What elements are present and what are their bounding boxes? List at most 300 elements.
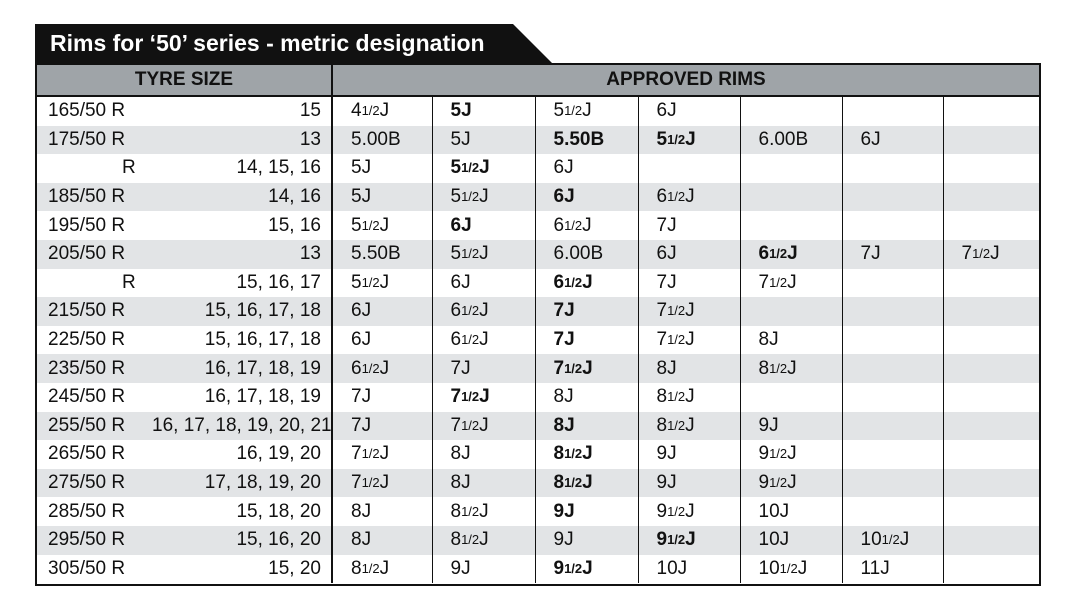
tyre-size-label: 295/50 R bbox=[48, 529, 126, 551]
tyre-size-cell bbox=[37, 240, 152, 269]
rim-suffix: J bbox=[379, 214, 390, 236]
tyre-size-label: 265/50 R bbox=[48, 443, 126, 465]
rim-cell bbox=[842, 354, 943, 383]
rim-value: 6 bbox=[450, 300, 462, 322]
rim-value: 6 bbox=[656, 186, 668, 208]
rim-value: 10J bbox=[656, 557, 688, 579]
rim-diameters-cell: 16, 19, 20 bbox=[152, 440, 332, 469]
rim-value: 7 bbox=[351, 443, 362, 465]
tyre-size-label: 195/50 R bbox=[48, 214, 126, 236]
rim-cell bbox=[332, 354, 432, 383]
rim-suffix: J bbox=[379, 443, 390, 465]
rim-fraction: 1/2 bbox=[769, 274, 788, 290]
rim-fraction: 1/2 bbox=[769, 475, 788, 491]
rim-suffix: J bbox=[582, 443, 593, 465]
rim-fraction: 1/2 bbox=[667, 332, 686, 348]
rim-cell bbox=[332, 383, 432, 412]
rim-value: 7J bbox=[351, 386, 372, 408]
rim-cell bbox=[535, 269, 638, 298]
rim-value: 7J bbox=[351, 414, 372, 436]
rim-value: 6J bbox=[656, 100, 677, 122]
rim-value: 9J bbox=[553, 529, 574, 551]
rim-cell bbox=[943, 412, 1039, 441]
rim-cell bbox=[638, 354, 740, 383]
rim-suffix: J bbox=[379, 557, 390, 579]
rim-cell bbox=[332, 269, 432, 298]
rim-cell bbox=[535, 354, 638, 383]
rim-value: 5J bbox=[450, 100, 472, 122]
rim-suffix: J bbox=[479, 329, 489, 351]
table-body bbox=[37, 96, 1039, 583]
rim-value: 10J bbox=[758, 500, 790, 522]
rim-fraction: 1/2 bbox=[361, 217, 380, 233]
rim-cell bbox=[943, 526, 1039, 555]
rim-cell bbox=[943, 96, 1039, 126]
rim-fraction: 1/2 bbox=[461, 417, 480, 433]
rim-cell bbox=[432, 469, 535, 498]
rim-cell bbox=[842, 383, 943, 412]
rim-cell bbox=[638, 269, 740, 298]
rim-cell bbox=[432, 297, 535, 326]
rim-value: 7 bbox=[351, 472, 362, 494]
rim-cell bbox=[842, 183, 943, 212]
tyre-size-cell bbox=[37, 412, 152, 441]
rim-cell bbox=[740, 326, 842, 355]
rim-cell bbox=[842, 211, 943, 240]
rim-value: 8J bbox=[450, 472, 471, 494]
rim-fraction: 1/2 bbox=[564, 475, 583, 491]
tyre-size-cell bbox=[37, 526, 152, 555]
rim-cell bbox=[842, 497, 943, 526]
rim-cell bbox=[943, 183, 1039, 212]
rim-cell bbox=[638, 526, 740, 555]
rim-fraction: 1/2 bbox=[564, 103, 583, 119]
rim-fraction: 1/2 bbox=[564, 560, 583, 576]
rim-cell bbox=[740, 497, 842, 526]
rim-value: 8 bbox=[656, 414, 668, 436]
rim-fraction: 1/2 bbox=[769, 246, 788, 262]
rim-value: 9J bbox=[450, 557, 471, 579]
table-row bbox=[37, 469, 1039, 498]
rim-diameters-cell: 15, 20 bbox=[152, 555, 332, 584]
rim-value: 5.50B bbox=[351, 243, 401, 265]
rim-value: 7 bbox=[656, 300, 668, 322]
rim-cell bbox=[740, 469, 842, 498]
tyre-size-label: 255/50 R bbox=[48, 414, 126, 436]
tyre-size-label: 305/50 R bbox=[48, 557, 126, 579]
rim-value: 8 bbox=[553, 443, 565, 465]
rim-cell bbox=[535, 326, 638, 355]
tyre-size-cell bbox=[37, 211, 152, 240]
rim-cell bbox=[638, 126, 740, 155]
tyre-size-label: R bbox=[122, 157, 136, 179]
rim-cell bbox=[842, 240, 943, 269]
rim-cell bbox=[638, 240, 740, 269]
rim-value: 6J bbox=[553, 157, 574, 179]
table-row bbox=[37, 383, 1039, 412]
rim-diameters-cell: 15, 16, 17, 18 bbox=[152, 297, 332, 326]
rim-suffix: J bbox=[685, 500, 695, 522]
rim-fraction: 1/2 bbox=[769, 446, 788, 462]
rim-value: 6 bbox=[553, 214, 565, 236]
rim-suffix: J bbox=[685, 300, 695, 322]
table-header-row bbox=[37, 65, 1039, 96]
rim-cell bbox=[535, 96, 638, 126]
rim-cell bbox=[332, 526, 432, 555]
rim-fraction: 1/2 bbox=[361, 560, 380, 576]
tyre-size-label: 225/50 R bbox=[48, 329, 126, 351]
tyre-size-label: 175/50 R bbox=[48, 128, 126, 150]
rim-diameters-cell: 13 bbox=[152, 126, 332, 155]
rim-fraction: 1/2 bbox=[461, 332, 480, 348]
tyre-size-cell bbox=[37, 469, 152, 498]
rim-cell bbox=[943, 269, 1039, 298]
rim-suffix: J bbox=[479, 500, 489, 522]
rim-value: 5 bbox=[553, 100, 565, 122]
rim-cell bbox=[535, 383, 638, 412]
rim-cell bbox=[638, 412, 740, 441]
rim-diameters-cell: 16, 17, 18, 19, 20, 21 bbox=[152, 412, 332, 441]
rim-suffix: J bbox=[685, 329, 695, 351]
table-row bbox=[37, 326, 1039, 355]
tyre-size-cell bbox=[37, 354, 152, 383]
rim-value: 10 bbox=[758, 557, 780, 579]
rim-diameters-cell: 15, 18, 20 bbox=[152, 497, 332, 526]
rim-cell bbox=[638, 211, 740, 240]
tyre-size-cell bbox=[37, 497, 152, 526]
rim-suffix: J bbox=[899, 529, 910, 551]
rim-cell bbox=[740, 297, 842, 326]
rim-value: 6 bbox=[758, 243, 770, 265]
rim-value: 6J bbox=[656, 243, 677, 265]
rim-cell bbox=[842, 440, 943, 469]
rim-cell bbox=[432, 354, 535, 383]
rim-fraction: 1/2 bbox=[667, 389, 686, 405]
rim-suffix: J bbox=[685, 386, 695, 408]
rim-cell bbox=[535, 555, 638, 584]
rim-value: 9 bbox=[758, 443, 770, 465]
tyre-size-cell bbox=[37, 269, 152, 298]
rim-suffix: J bbox=[685, 186, 695, 208]
rim-cell bbox=[535, 526, 638, 555]
table-row bbox=[37, 154, 1039, 183]
rim-suffix: J bbox=[787, 243, 798, 265]
tyre-size-cell bbox=[37, 555, 152, 584]
rim-value: 7J bbox=[553, 300, 575, 322]
rim-cell bbox=[432, 440, 535, 469]
tyre-size-cell bbox=[37, 183, 152, 212]
rim-value: 8J bbox=[351, 500, 372, 522]
rim-suffix: J bbox=[479, 386, 490, 408]
rim-value: 8J bbox=[553, 414, 575, 436]
page-title: Rims for ‘50’ series - metric designation bbox=[50, 30, 485, 56]
rim-value: 6.00B bbox=[553, 243, 604, 265]
rim-suffix: J bbox=[685, 128, 696, 150]
rim-cell bbox=[432, 211, 535, 240]
rim-fraction: 1/2 bbox=[779, 560, 798, 576]
table-row bbox=[37, 183, 1039, 212]
rim-cell bbox=[740, 96, 842, 126]
rim-cell bbox=[943, 326, 1039, 355]
rim-diameters-cell: 15, 16, 17 bbox=[152, 269, 332, 298]
rim-cell bbox=[332, 555, 432, 584]
rim-value: 8J bbox=[656, 357, 677, 379]
rim-cell bbox=[332, 469, 432, 498]
rim-suffix: J bbox=[787, 271, 797, 293]
rim-value: 9 bbox=[656, 529, 668, 551]
rim-cell bbox=[740, 183, 842, 212]
rim-cell bbox=[332, 497, 432, 526]
rim-suffix: J bbox=[379, 271, 390, 293]
rim-cell bbox=[943, 154, 1039, 183]
rim-fraction: 1/2 bbox=[564, 274, 583, 290]
rim-cell bbox=[535, 240, 638, 269]
rim-suffix: J bbox=[379, 357, 390, 379]
rim-fraction: 1/2 bbox=[972, 246, 991, 262]
rim-cell bbox=[943, 469, 1039, 498]
rim-cell bbox=[842, 126, 943, 155]
table-row bbox=[37, 555, 1039, 584]
rim-suffix: J bbox=[479, 414, 489, 436]
rim-fraction: 1/2 bbox=[564, 360, 583, 376]
rim-cell bbox=[638, 326, 740, 355]
rim-value: 8J bbox=[450, 443, 471, 465]
rim-suffix: J bbox=[685, 529, 696, 551]
rim-value: 8 bbox=[450, 500, 462, 522]
rim-fraction: 1/2 bbox=[667, 131, 686, 147]
rim-cell bbox=[740, 526, 842, 555]
rim-value: 9J bbox=[656, 443, 677, 465]
table-row bbox=[37, 240, 1039, 269]
rim-suffix: J bbox=[582, 271, 593, 293]
rim-cell bbox=[332, 183, 432, 212]
rim-cell bbox=[432, 154, 535, 183]
rim-value: 9 bbox=[656, 500, 668, 522]
rim-fraction: 1/2 bbox=[769, 360, 788, 376]
rim-value: 5 bbox=[450, 157, 462, 179]
rim-cell bbox=[535, 154, 638, 183]
rim-value: 5J bbox=[450, 128, 471, 150]
rim-value: 7J bbox=[450, 357, 471, 379]
rim-cell bbox=[740, 126, 842, 155]
rims-table bbox=[37, 65, 1039, 583]
rim-cell bbox=[842, 412, 943, 441]
rim-cell bbox=[535, 183, 638, 212]
rim-cell bbox=[535, 497, 638, 526]
rim-value: 6J bbox=[450, 271, 471, 293]
tyre-size-label: 245/50 R bbox=[48, 386, 126, 408]
rim-fraction: 1/2 bbox=[564, 217, 583, 233]
rim-cell bbox=[535, 126, 638, 155]
rim-fraction: 1/2 bbox=[667, 417, 686, 433]
table-row bbox=[37, 440, 1039, 469]
rim-suffix: J bbox=[479, 186, 489, 208]
rim-fraction: 1/2 bbox=[667, 189, 686, 205]
table-row bbox=[37, 297, 1039, 326]
table-row bbox=[37, 269, 1039, 298]
rim-cell bbox=[740, 383, 842, 412]
rim-diameters-cell: 16, 17, 18, 19 bbox=[152, 383, 332, 412]
rim-cell bbox=[535, 211, 638, 240]
rim-fraction: 1/2 bbox=[461, 189, 480, 205]
table-row bbox=[37, 412, 1039, 441]
rim-cell bbox=[943, 440, 1039, 469]
rim-cell bbox=[638, 383, 740, 412]
rim-suffix: J bbox=[479, 300, 489, 322]
rim-suffix: J bbox=[685, 414, 695, 436]
rim-value: 5J bbox=[351, 157, 372, 179]
rim-cell bbox=[535, 297, 638, 326]
rims-table-container bbox=[35, 63, 1041, 586]
rim-value: 11J bbox=[860, 557, 890, 579]
rim-suffix: J bbox=[379, 100, 390, 122]
rim-cell bbox=[842, 469, 943, 498]
rim-value: 8J bbox=[553, 386, 574, 408]
rim-fraction: 1/2 bbox=[461, 389, 480, 405]
rim-fraction: 1/2 bbox=[361, 103, 380, 119]
rim-cell bbox=[332, 126, 432, 155]
rim-value: 8 bbox=[351, 557, 362, 579]
rim-value: 6J bbox=[553, 186, 575, 208]
rim-cell bbox=[535, 469, 638, 498]
rim-cell bbox=[943, 555, 1039, 584]
rim-diameters-cell: 16, 17, 18, 19 bbox=[152, 354, 332, 383]
rim-suffix: J bbox=[787, 472, 797, 494]
rim-fraction: 1/2 bbox=[461, 160, 480, 176]
rim-cell bbox=[332, 211, 432, 240]
rim-cell bbox=[535, 440, 638, 469]
rim-cell bbox=[332, 96, 432, 126]
rim-fraction: 1/2 bbox=[361, 475, 380, 491]
rim-cell bbox=[332, 297, 432, 326]
rim-suffix: J bbox=[479, 157, 490, 179]
rim-value: 5.00B bbox=[351, 128, 401, 150]
rim-value: 7J bbox=[656, 214, 677, 236]
rim-cell bbox=[638, 469, 740, 498]
rim-value: 7 bbox=[450, 414, 462, 436]
table-row bbox=[37, 497, 1039, 526]
rim-value: 8J bbox=[758, 329, 779, 351]
rim-fraction: 1/2 bbox=[461, 503, 480, 519]
rim-diameters-cell: 14, 16 bbox=[152, 183, 332, 212]
rim-cell bbox=[842, 154, 943, 183]
rim-cell bbox=[740, 412, 842, 441]
rim-cell bbox=[842, 297, 943, 326]
rim-suffix: J bbox=[787, 357, 797, 379]
tyre-size-label: 215/50 R bbox=[48, 300, 126, 322]
rim-cell bbox=[943, 211, 1039, 240]
rim-fraction: 1/2 bbox=[881, 532, 900, 548]
rim-value: 6J bbox=[860, 128, 881, 150]
tyre-size-label: 185/50 R bbox=[48, 186, 126, 208]
rim-value: 5J bbox=[351, 186, 372, 208]
tyre-size-label: 275/50 R bbox=[48, 472, 126, 494]
rim-value: 8 bbox=[450, 529, 462, 551]
approved-rims-header: APPROVED RIMS bbox=[332, 65, 1039, 96]
rim-value: 5 bbox=[656, 128, 668, 150]
rim-value: 6J bbox=[450, 214, 472, 236]
rim-value: 8 bbox=[553, 472, 565, 494]
rim-value: 6.00B bbox=[758, 128, 809, 150]
rim-suffix: J bbox=[582, 100, 592, 122]
rim-value: 6J bbox=[351, 300, 372, 322]
tyre-size-cell bbox=[37, 154, 152, 183]
rim-cell bbox=[740, 269, 842, 298]
rim-cell bbox=[638, 555, 740, 584]
tyre-size-label: 235/50 R bbox=[48, 357, 126, 379]
rim-value: 9J bbox=[758, 414, 779, 436]
rim-value: 4 bbox=[351, 100, 362, 122]
rim-cell bbox=[943, 497, 1039, 526]
table-row bbox=[37, 354, 1039, 383]
rim-value: 9 bbox=[553, 557, 565, 579]
rim-fraction: 1/2 bbox=[667, 303, 686, 319]
tyre-size-cell bbox=[37, 96, 152, 126]
tyre-size-cell bbox=[37, 326, 152, 355]
rim-value: 9J bbox=[656, 472, 677, 494]
rim-cell bbox=[740, 211, 842, 240]
rim-value: 8 bbox=[758, 357, 770, 379]
rim-value: 9J bbox=[553, 500, 575, 522]
rim-value: 8 bbox=[656, 386, 668, 408]
rim-cell bbox=[943, 354, 1039, 383]
rim-fraction: 1/2 bbox=[461, 246, 480, 262]
rim-cell bbox=[842, 269, 943, 298]
rim-cell bbox=[332, 412, 432, 441]
rim-cell bbox=[332, 154, 432, 183]
title-tab bbox=[35, 24, 555, 64]
rim-cell bbox=[638, 497, 740, 526]
tyre-size-header: TYRE SIZE bbox=[37, 65, 332, 96]
rim-cell bbox=[842, 326, 943, 355]
rim-cell bbox=[638, 440, 740, 469]
rim-value: 7J bbox=[656, 271, 677, 293]
rim-fraction: 1/2 bbox=[667, 503, 686, 519]
rim-suffix: J bbox=[990, 243, 1000, 265]
tyre-size-cell bbox=[37, 440, 152, 469]
rim-diameters-cell: 17, 18, 19, 20 bbox=[152, 469, 332, 498]
rim-cell bbox=[740, 354, 842, 383]
tyre-size-label: 165/50 R bbox=[48, 100, 126, 122]
rim-cell bbox=[638, 96, 740, 126]
rim-cell bbox=[943, 240, 1039, 269]
rim-diameters-cell: 15, 16, 20 bbox=[152, 526, 332, 555]
rim-suffix: J bbox=[797, 557, 808, 579]
rim-value: 10 bbox=[860, 529, 882, 551]
rim-cell bbox=[432, 183, 535, 212]
rim-cell bbox=[332, 440, 432, 469]
rim-value: 7J bbox=[860, 243, 881, 265]
rim-cell bbox=[943, 383, 1039, 412]
rim-fraction: 1/2 bbox=[361, 360, 380, 376]
rim-diameters-cell: 15, 16, 17, 18 bbox=[152, 326, 332, 355]
rim-value: 5 bbox=[450, 186, 462, 208]
rim-fraction: 1/2 bbox=[361, 274, 380, 290]
tyre-size-cell bbox=[37, 383, 152, 412]
rim-cell bbox=[740, 440, 842, 469]
rim-value: 6 bbox=[553, 271, 565, 293]
tyre-size-label: 285/50 R bbox=[48, 500, 126, 522]
rim-suffix: J bbox=[582, 472, 593, 494]
rim-diameters-cell: 15 bbox=[152, 96, 332, 126]
rim-value: 5 bbox=[351, 214, 362, 236]
rim-cell bbox=[432, 96, 535, 126]
table-row bbox=[37, 526, 1039, 555]
rim-value: 5.50B bbox=[553, 128, 605, 150]
rim-cell bbox=[740, 240, 842, 269]
rim-value: 7 bbox=[553, 357, 565, 379]
rim-cell bbox=[432, 412, 535, 441]
